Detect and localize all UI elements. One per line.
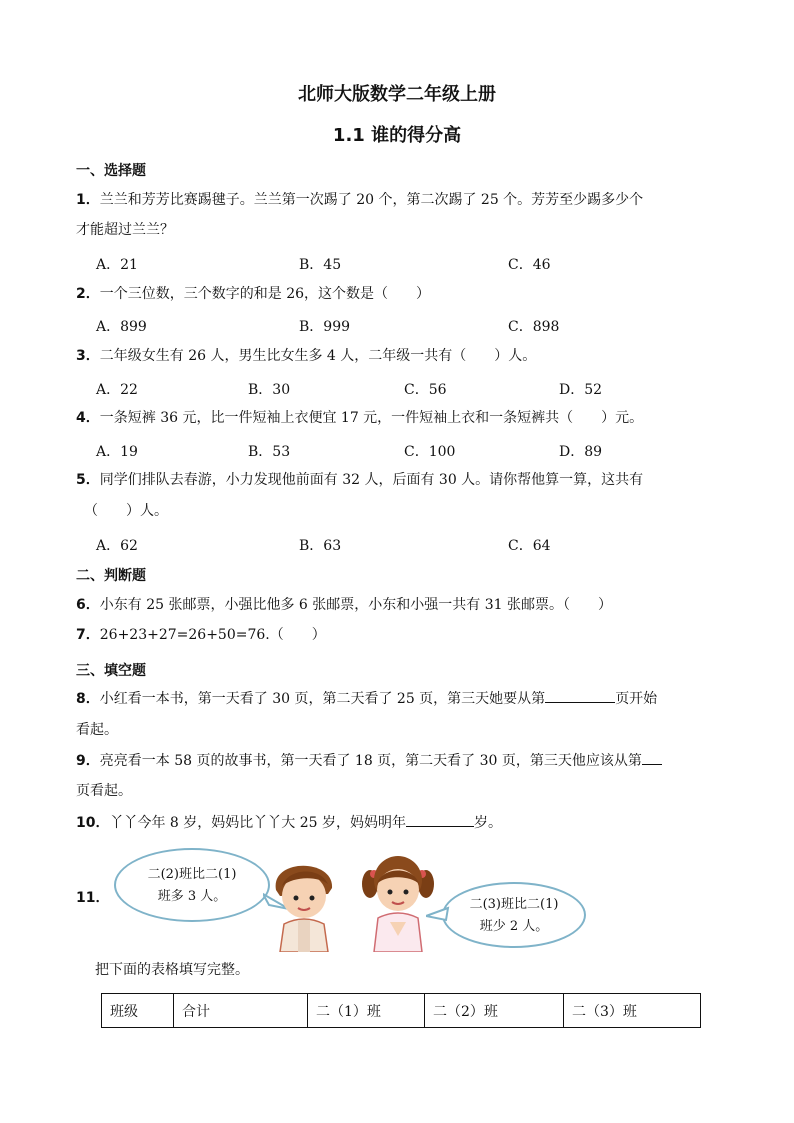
question-5: [76, 465, 643, 495]
question-8-continued: 看起。: [76, 722, 118, 738]
question-1: [76, 185, 643, 215]
question-11-illustration: [108, 844, 588, 952]
option-b[interactable]: B．30: [248, 382, 291, 398]
question-number: 1．: [76, 192, 100, 208]
option-b[interactable]: B．999: [299, 319, 351, 335]
table-row: [102, 994, 701, 1028]
question-text: 兰兰和芳芳比赛踢毽子。兰兰第一次踢了 20 个，第二次踢了 25 个。芳芳至少踢多少个: [99, 192, 644, 208]
question-number: 8．: [76, 691, 100, 707]
girl-figure-icon: [360, 850, 436, 952]
question-number: 9．: [76, 753, 100, 769]
table-header-cell: 合计: [174, 994, 308, 1028]
table-instruction: 把下面的表格填写完整。: [95, 962, 249, 978]
question-text: 小红看一本书，第一天看了 30 页，第二天看了 25 页，第三天她要从第: [99, 691, 546, 707]
question-11-number: 11．: [76, 890, 110, 906]
question-text: 26+23+27=26+50=76.（ ）: [99, 627, 326, 643]
question-number: 5．: [76, 472, 100, 488]
section-multiple-choice: 一、选择题: [76, 163, 146, 179]
question-7: [76, 620, 326, 650]
option-a[interactable]: A．19: [96, 444, 138, 460]
page-title: 北师大版数学二年级上册: [298, 84, 496, 105]
question-text: 一条短裤 36 元，比一件短袖上衣便宜 17 元，一件短袖上衣和一条短裤共（ ）元。: [99, 410, 644, 426]
question-1-continued: 才能超过兰兰？: [76, 222, 174, 238]
option-a[interactable]: A．62: [96, 538, 138, 554]
question-number: 6．: [76, 597, 100, 613]
speech-bubble-boy: 二(2)班比二(1) 班多 3 人。: [114, 848, 270, 922]
speech-bubble-girl: 二(3)班比二(1) 班少 2 人。: [442, 882, 586, 948]
option-a[interactable]: A．21: [96, 257, 138, 273]
option-b[interactable]: B．53: [248, 444, 291, 460]
table-header-cell: 二（1）班: [308, 994, 425, 1028]
option-c[interactable]: C．46: [508, 257, 551, 273]
answer-blank[interactable]: [545, 686, 615, 703]
option-a[interactable]: A．899: [96, 319, 147, 335]
bubble-tail-icon: [426, 904, 450, 928]
question-number: 7．: [76, 627, 100, 643]
question-2: [76, 279, 430, 309]
section-true-false: 二、判断题: [76, 568, 146, 584]
class-table: [101, 993, 701, 1028]
answer-blank[interactable]: [642, 748, 662, 765]
option-d[interactable]: D．89: [559, 444, 603, 460]
table-header-cell: 二（2）班: [425, 994, 564, 1028]
option-d[interactable]: D．52: [559, 382, 603, 398]
option-c[interactable]: C．56: [404, 382, 447, 398]
question-9-continued: 页看起。: [76, 783, 132, 799]
option-b[interactable]: B．63: [299, 538, 342, 554]
question-text: 一个三位数，三个数字的和是 26，这个数是（ ）: [99, 286, 431, 302]
question-6: [76, 590, 612, 620]
table-header-cell: 班级: [102, 994, 174, 1028]
lesson-title: 1.1 谁的得分高: [332, 125, 462, 146]
question-number: 10．: [76, 815, 110, 831]
option-b[interactable]: B．45: [299, 257, 342, 273]
boy-figure-icon: [268, 854, 340, 952]
question-3: [76, 341, 536, 371]
question-text: 同学们排队去春游，小力发现他前面有 32 人，后面有 30 人。请你帮他算一算，这共有: [99, 472, 644, 488]
question-number: 3．: [76, 348, 100, 364]
question-text: 亮亮看一本 58 页的故事书，第一天看了 18 页，第二天看了 30 页，第三天他应该从第: [99, 753, 642, 769]
table-header-cell: 二（3）班: [564, 994, 701, 1028]
option-c[interactable]: C．100: [404, 444, 456, 460]
question-text-end: 岁。: [474, 815, 503, 831]
answer-blank[interactable]: [406, 810, 474, 827]
question-text: 丫丫今年 8 岁，妈妈比丫丫大 25 岁，妈妈明年: [109, 815, 407, 831]
question-9: [76, 746, 662, 776]
question-number: 4．: [76, 410, 100, 426]
question-5-continued: （ ）人。: [84, 503, 168, 519]
question-text: 二年级女生有 26 人，男生比女生多 4 人，二年级一共有（ ）人。: [99, 348, 537, 364]
option-c[interactable]: C．898: [508, 319, 560, 335]
question-10: [76, 808, 502, 838]
question-text: 小东有 25 张邮票，小强比他多 6 张邮票，小东和小强一共有 31 张邮票。（ ）: [99, 597, 612, 613]
question-number: 2．: [76, 286, 100, 302]
question-4: [76, 403, 643, 433]
section-fill-in: 三、填空题: [76, 663, 146, 679]
question-8: [76, 684, 657, 714]
question-text-end: 页开始: [615, 691, 658, 707]
option-c[interactable]: C．64: [508, 538, 551, 554]
option-a[interactable]: A．22: [96, 382, 138, 398]
